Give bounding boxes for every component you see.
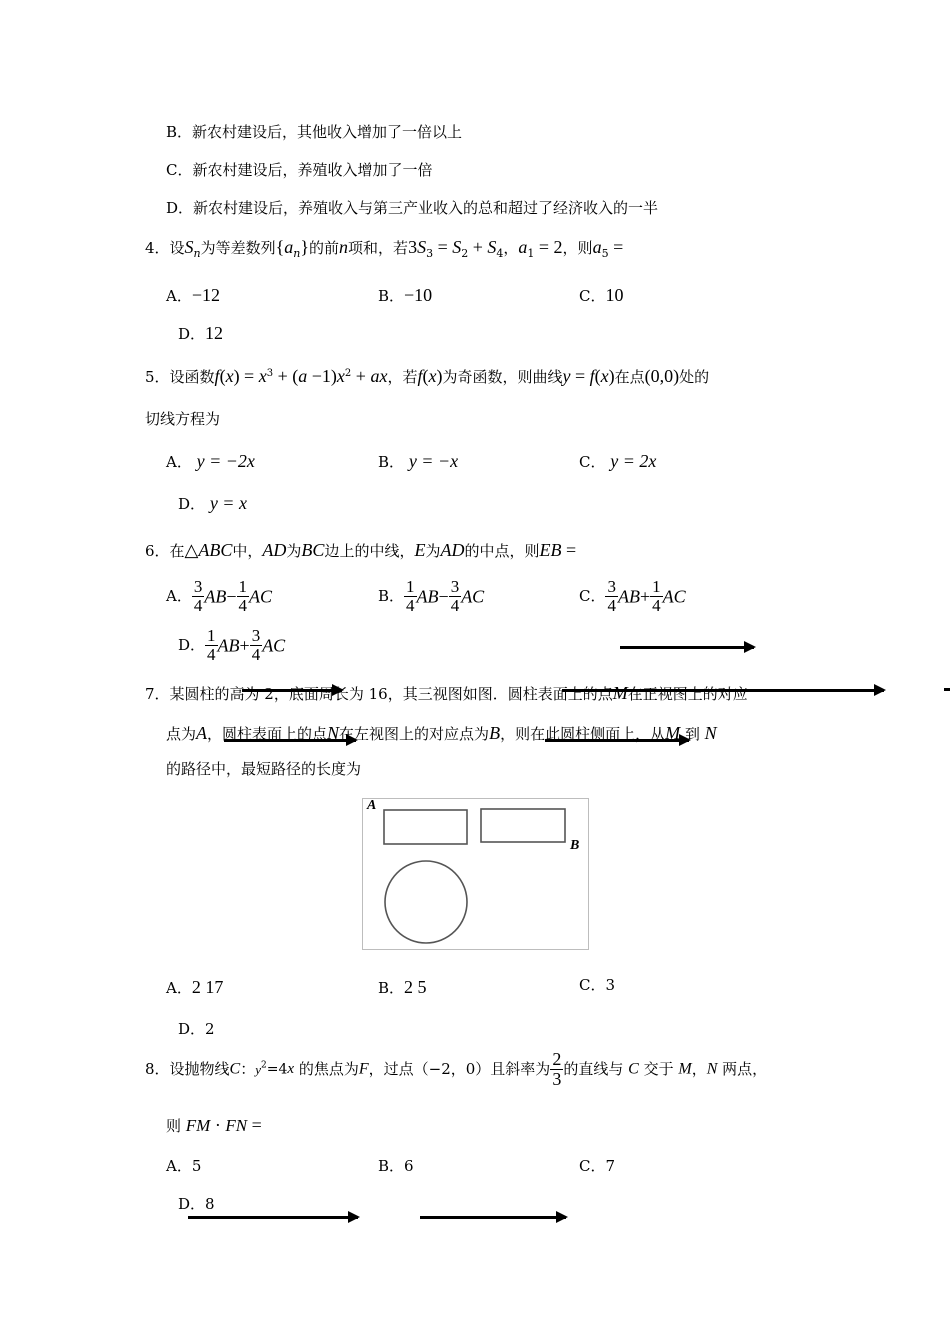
three-view-drawing [363,799,588,949]
q5-stem: 5．设函数$f(x) = x^3 + (a -1)x^2$ + ax，若f(x)为奇函数，则曲线y = f(x)在点(0,0)处的 [145,366,710,386]
q8-stem: 8．设抛物线C：$y^2=4x$ 的焦点为F，过点（−2，0）且斜率为 $\frac{2}{3}$ 的直线与 C 交于 M，N 两点， [145,1049,768,1089]
q7-option-d: D．2 [178,1020,215,1038]
q3-option-d: D．新农村建设后，养殖收入与第三产业收入的总和超过了经济收入的一半 [166,199,659,217]
q7-option-b: B．2 5 [378,977,427,997]
figure-label-a: A [367,798,377,813]
q8-stem-line2: 则 FM · FN = [166,1115,262,1135]
q6-option-d: D． $\frac{1}{4}$ AB+ $\frac{3}{4}$ AC [178,626,286,664]
q7-stem-line2: 点为A，圆柱表面上的点N在左视图上的对应点为B，则在此圆柱侧面上，从M 到 N [166,723,717,743]
q8-option-d: D．8 [178,1195,215,1213]
q4-stem: 4．设$S_n$为等差数列$\{a_n\}$的前n项和，若$3S_3 = S_2 + S_4$，$a_1 = 2$，则$a_5$ = [145,237,624,260]
q7-option-c: C．3 [579,976,616,994]
q4-option-d: D．12 [178,323,224,343]
q8-option-b: B．6 [378,1157,414,1175]
q4-option-a: A．−12 [166,285,220,305]
figure-label-b: B [570,838,580,853]
q4-option-b: B．−10 [378,285,433,305]
side-view-rect [481,809,565,842]
q8-option-a: A．5 [166,1157,202,1175]
q7-stem-line3: 的路径中，最短路径的长度为 [166,760,362,778]
q6-option-a: A． $\frac{3}{4}$ AB− $\frac{1}{4}$ AC [166,577,273,615]
q5-option-b: B． y = −x [378,451,459,471]
q7-option-a: A．2 17 [166,977,224,997]
q5-option-c: C． y = 2x [579,451,657,471]
top-view-circle [385,861,467,943]
q7-stem-line1: 7．某圆柱的高为 2，底面周长为 16，其三视图如图．圆柱表面上的点M在正视图上的对应 [145,683,748,703]
q6-stem: 6．在△ABC中，AD为BC边上的中线，E为AD的中点，则EB = [145,540,577,560]
vector-arrow [188,1216,358,1219]
three-view-figure [362,798,589,950]
q4-option-c: C．10 [579,285,624,305]
vector-arrow [620,646,754,649]
q5-option-a: A． y = −2x [166,451,255,471]
q8-option-c: C．7 [579,1157,616,1175]
q3-option-c: C．新农村建设后，养殖收入增加了一倍 [166,161,433,179]
front-view-rect [384,810,467,844]
vector-arrow [420,1216,566,1219]
q5-option-d: D． y = x [178,493,247,513]
q3-option-b: B．新农村建设后，其他收入增加了一倍以上 [166,123,463,141]
q6-option-c: C． $\frac{3}{4}$ AB+ $\frac{1}{4}$ AC [579,577,686,615]
q6-option-b: B． $\frac{1}{4}$ AB− $\frac{3}{4}$ AC [378,577,485,615]
vector-arrow-fragment [944,688,950,691]
q5-stem-line2: 切线方程为 [145,410,221,428]
